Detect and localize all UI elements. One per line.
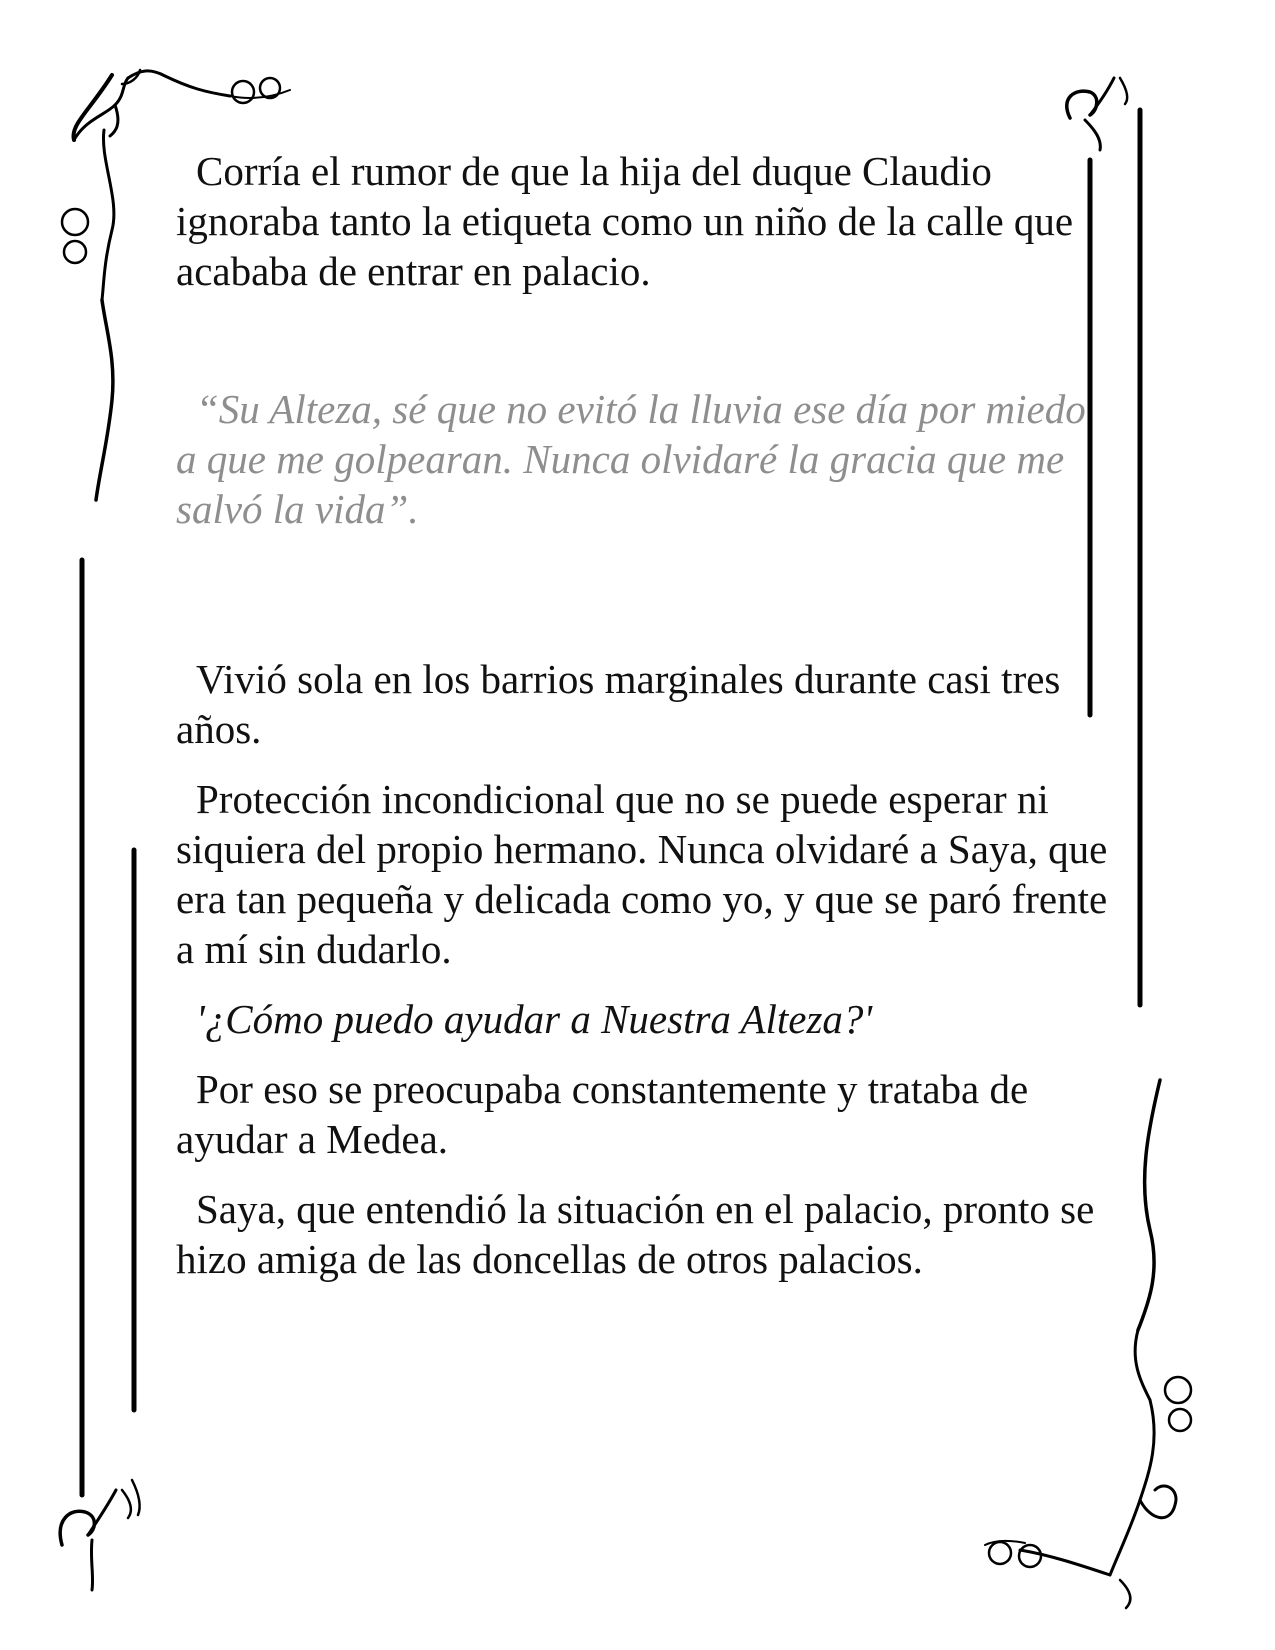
top-right-flourish-icon [1067,78,1128,150]
paragraph-protection: Protección incondicional que no se puede esperar ni siquiera del propio hermano. Nunca olvidaré a Saya, que era tan pequeña y delicada como yo, y que se paró frente a mí sin dudarlo. [176,776,1108,972]
paragraph-rumor: Corría el rumor de que la hija del duque Claudio ignoraba tanto la etiqueta como un niño de la calle que acababa de entrar en palacio. [176,148,1074,294]
paragraph-slums: Vivió sola en los barrios marginales durante casi tres años. [176,656,1061,752]
body-text [176,146,1116,1284]
bottom-left-flourish-icon [60,1480,139,1590]
paragraph-saya-friends: Saya, que entendió la situación en el palacio, pronto se hizo amiga de las doncellas de otros palacios. [176,1186,1095,1282]
paragraph-medea: Por eso se preocupaba constantemente y trataba de ayudar a Medea. [176,1066,1029,1162]
quote-highness: “Su Alteza, sé que no evitó la lluvia ese día por miedo a que me golpearan. Nunca olvidaré la gracia que me salvó la vida”. [176,386,1086,532]
thought-how-to-help: '¿Cómo puedo ayudar a Nuestra Alteza?' [196,996,873,1042]
